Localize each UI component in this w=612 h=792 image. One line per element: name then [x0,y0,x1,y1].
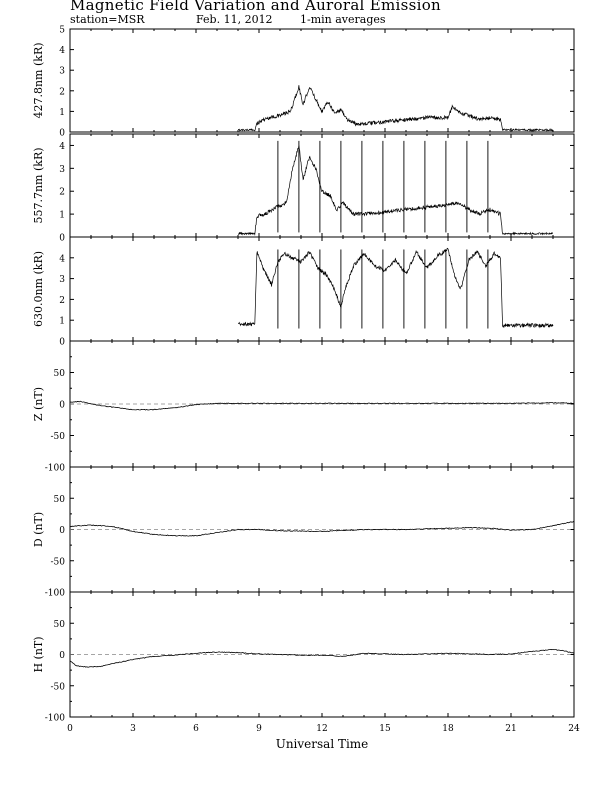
y-axis-label: H (nT) [32,636,45,673]
x-tick-label: 24 [568,724,580,734]
x-tick-label: 12 [316,724,328,734]
y-tick-label: -50 [50,682,65,693]
y-tick-label: 0 [59,233,65,244]
y-axis-label: D (nT) [32,511,45,548]
y-tick-label: 50 [53,494,65,505]
y-tick-label: -100 [44,588,65,599]
y-axis-label: 427.8nm (kR) [32,42,45,119]
y-tick-label: 1 [59,107,65,118]
panel-frame [70,237,574,341]
y-axis-label: 630.0nm (kR) [32,250,45,328]
y-tick-label: 3 [59,275,65,286]
y-axis-label: 557.7nm (kR) [32,147,45,224]
data-line [70,649,574,667]
y-tick-label: -50 [50,557,65,568]
y-tick-label: 50 [53,619,65,630]
data-line [70,401,574,410]
data-line [238,145,553,234]
y-tick-label: 2 [59,87,65,98]
panel-frame [70,29,574,132]
y-tick-label: -100 [44,713,65,724]
x-tick-label: 6 [193,724,199,734]
x-tick-label: 0 [67,724,73,734]
data-line [70,521,574,536]
y-tick-label: 3 [59,164,65,175]
chart-title: Magnetic Field Variation and Auroral Emission [70,0,441,14]
y-tick-label: -100 [44,463,65,474]
y-tick-label: 4 [59,254,65,265]
averaging-label: 1-min averages [300,13,386,26]
panel-frame [70,134,574,237]
y-tick-label: 1 [59,210,65,221]
y-tick-label: 50 [53,369,65,379]
x-tick-label: 3 [130,724,136,734]
date-label: Feb. 11, 2012 [196,13,273,26]
x-tick-label: 21 [505,724,517,734]
data-line [238,85,553,131]
station-label: station=MSR [70,13,145,26]
panel-5 [32,467,574,599]
x-tick-label: 18 [442,724,454,734]
x-axis-label: Universal Time [275,737,369,751]
y-tick-label: 5 [59,25,65,36]
data-line [238,248,553,327]
x-tick-label: 15 [379,724,391,734]
y-tick-label: 4 [59,141,65,152]
panel-6 [32,592,574,724]
y-tick-label: 0 [59,337,65,348]
y-tick-label: 0 [59,651,65,661]
y-tick-label: 1 [59,316,65,327]
y-tick-label: 2 [59,187,65,198]
y-axis-label: Z (nT) [32,386,45,422]
y-tick-label: 0 [59,526,65,536]
y-tick-label: 3 [59,66,65,77]
panel-1 [32,26,574,139]
x-tick-label: 9 [256,724,262,734]
panel-3 [32,237,574,348]
y-tick-label: -50 [50,432,65,442]
y-tick-label: 4 [59,46,65,57]
y-tick-label: 0 [59,128,65,139]
y-tick-label: 2 [59,295,65,306]
y-tick-label: 0 [59,400,65,411]
panel-2 [32,134,574,244]
panel-4 [32,341,574,474]
